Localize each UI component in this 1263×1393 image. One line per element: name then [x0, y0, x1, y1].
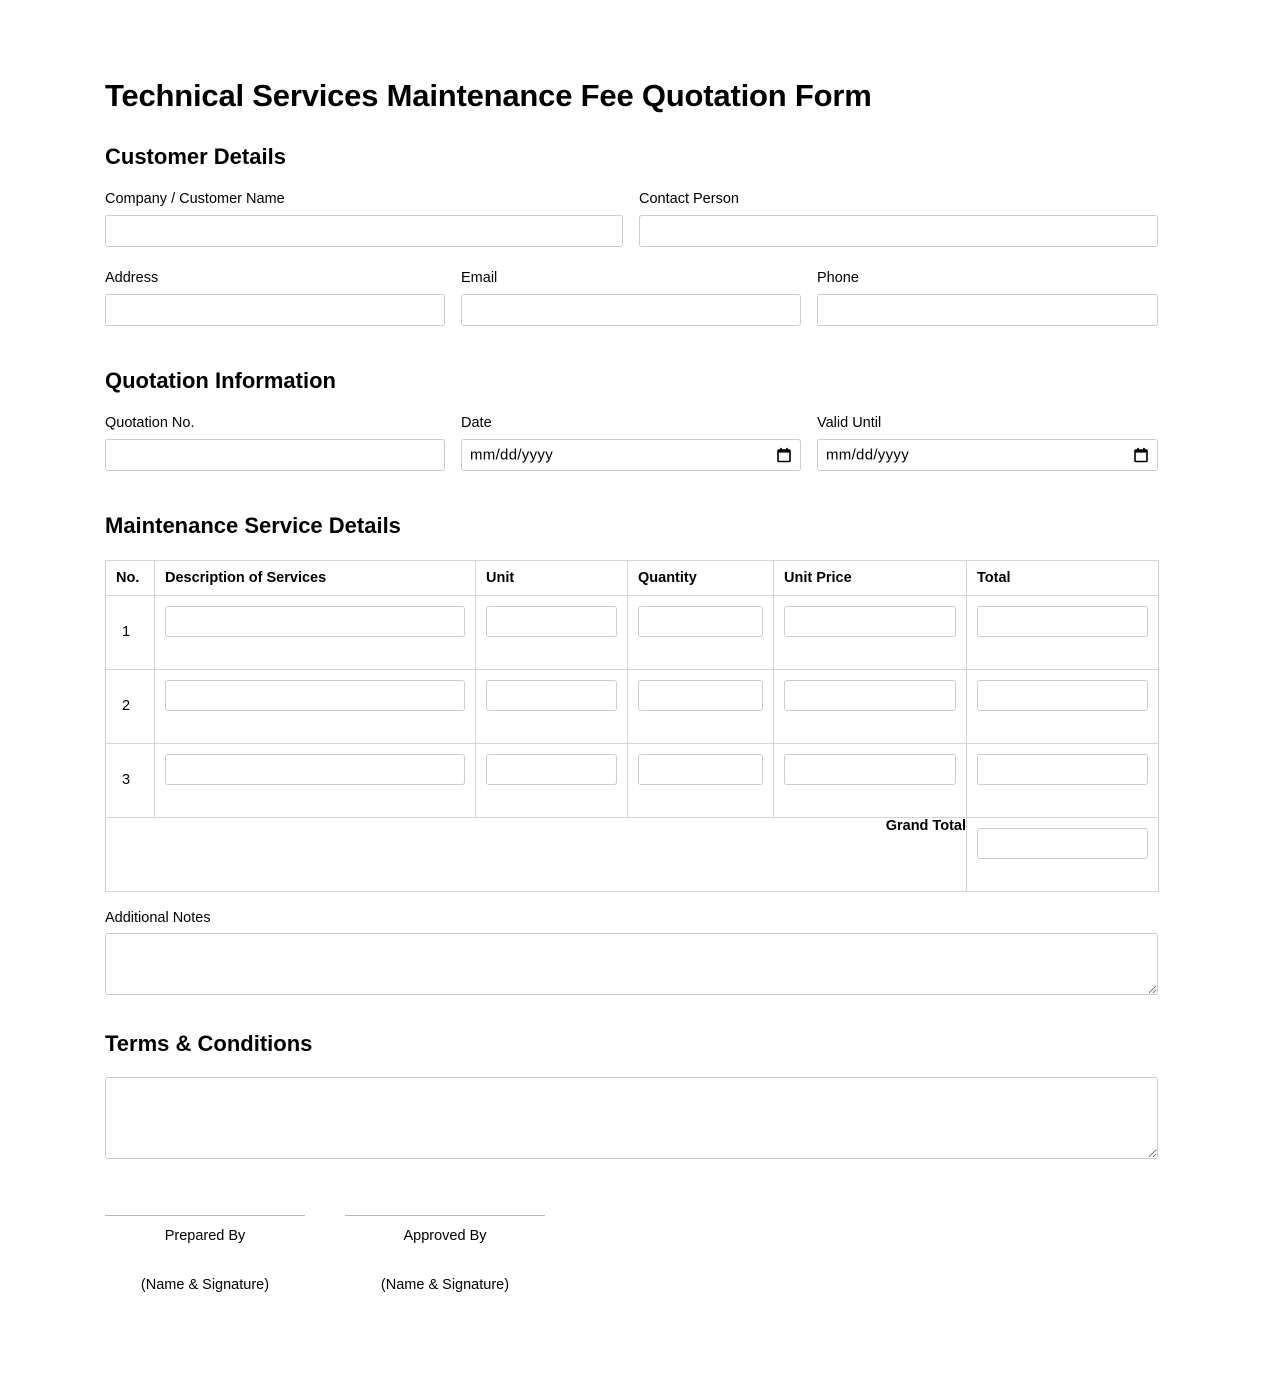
column-header-unit-price: Unit Price: [774, 560, 967, 595]
company-name-field: [105, 190, 623, 247]
signature-note-label: (Name & Signature): [140, 1277, 270, 1294]
quotation-no-label: Quotation No.: [105, 415, 195, 432]
row-3-description-input[interactable]: [165, 754, 465, 785]
grand-total-cell: [967, 817, 1159, 891]
spacer: [105, 326, 1158, 368]
row-unit-price-cell: [774, 743, 967, 817]
contact-person-input[interactable]: [639, 215, 1158, 247]
valid-until-field: [817, 414, 1158, 471]
row-1-unit-input[interactable]: [486, 606, 617, 637]
date-label: Date: [461, 415, 492, 432]
contact-info-row: [105, 269, 1158, 326]
contact-person-label: Contact Person: [639, 191, 739, 208]
row-unit-cell: [476, 669, 628, 743]
row-unit-price-cell: [774, 669, 967, 743]
additional-notes-label: Additional Notes: [105, 909, 211, 926]
email-field: [461, 269, 801, 326]
table-row: [106, 669, 1159, 743]
customer-details-section: [105, 144, 1158, 326]
signature-block-prepared-by: [105, 1215, 305, 1293]
maintenance-service-details-heading: Maintenance Service Details: [105, 513, 401, 539]
row-1-quantity-input[interactable]: [638, 606, 763, 637]
row-description-cell: [155, 743, 476, 817]
company-name-label: Company / Customer Name: [105, 191, 285, 208]
row-description-cell: [155, 595, 476, 669]
date-input[interactable]: [461, 439, 801, 471]
valid-until-placeholder-text: mm/dd/yyyy: [826, 446, 910, 464]
row-unit-price-cell: [774, 595, 967, 669]
quotation-information-section: [105, 368, 1158, 471]
address-input[interactable]: [105, 294, 445, 326]
date-placeholder-text: mm/dd/yyyy: [470, 446, 554, 464]
row-number: 3: [106, 743, 155, 817]
row-1-unit-price-input[interactable]: [784, 606, 956, 637]
date-input-wrapper: [461, 439, 801, 471]
signature-role-label: Approved By: [403, 1228, 487, 1245]
valid-until-input-wrapper: [817, 439, 1158, 471]
address-label: Address: [105, 270, 159, 287]
row-3-total-input[interactable]: [977, 754, 1148, 785]
row-unit-cell: [476, 743, 628, 817]
customer-name-row: [105, 190, 1158, 247]
terms-and-conditions-heading: Terms & Conditions: [105, 1030, 313, 1056]
row-quantity-cell: [628, 595, 774, 669]
row-quantity-cell: [628, 743, 774, 817]
spacer: [105, 995, 1158, 1031]
table-row: [106, 743, 1159, 817]
email-input[interactable]: [461, 294, 801, 326]
terms-and-conditions-section: [105, 1031, 1158, 1159]
row-total-cell: [967, 669, 1159, 743]
company-name-input[interactable]: [105, 215, 623, 247]
grand-total-row: [106, 817, 1159, 891]
phone-input[interactable]: [817, 294, 1158, 326]
spacer: [105, 471, 1158, 513]
row-3-unit-price-input[interactable]: [784, 754, 956, 785]
quotation-no-field: [105, 414, 445, 471]
table-row: [106, 595, 1159, 669]
quotation-info-row: [105, 414, 1158, 471]
row-total-cell: [967, 595, 1159, 669]
column-header-total: Total: [967, 560, 1159, 595]
signature-block-approved-by: [345, 1215, 545, 1293]
row-1-description-input[interactable]: [165, 606, 465, 637]
column-header-no: No.: [106, 560, 155, 595]
contact-person-field: [639, 190, 1158, 247]
customer-details-heading: Customer Details: [105, 143, 286, 169]
row-2-unit-input[interactable]: [486, 680, 617, 711]
additional-notes-textarea[interactable]: [105, 933, 1158, 995]
signature-section: [105, 1215, 1158, 1293]
signature-note-label: (Name & Signature): [380, 1277, 510, 1294]
row-2-description-input[interactable]: [165, 680, 465, 711]
table-header-row: [106, 560, 1159, 595]
column-header-description: Description of Services: [155, 560, 476, 595]
page-title: Technical Services Maintenance Fee Quotation Form: [105, 78, 872, 113]
row-1-total-input[interactable]: [977, 606, 1148, 637]
email-label: Email: [461, 270, 498, 287]
row-2-total-input[interactable]: [977, 680, 1148, 711]
maintenance-service-details-section: [105, 513, 1158, 994]
quotation-no-input[interactable]: [105, 439, 445, 471]
column-header-unit: Unit: [476, 560, 628, 595]
row-3-unit-input[interactable]: [486, 754, 617, 785]
quotation-information-heading: Quotation Information: [105, 368, 336, 394]
row-total-cell: [967, 743, 1159, 817]
phone-label: Phone: [817, 270, 859, 287]
address-field: [105, 269, 445, 326]
row-2-unit-price-input[interactable]: [784, 680, 956, 711]
row-unit-cell: [476, 595, 628, 669]
row-number: 2: [106, 669, 155, 743]
row-description-cell: [155, 669, 476, 743]
services-table: [105, 560, 1159, 892]
signature-line: [105, 1215, 305, 1216]
valid-until-input[interactable]: [817, 439, 1158, 471]
row-quantity-cell: [628, 669, 774, 743]
column-header-quantity: Quantity: [628, 560, 774, 595]
signature-role-label: Prepared By: [164, 1228, 246, 1245]
row-number: 1: [106, 595, 155, 669]
grand-total-input[interactable]: [977, 828, 1148, 859]
row-3-quantity-input[interactable]: [638, 754, 763, 785]
phone-field: [817, 269, 1158, 326]
signature-line: [345, 1215, 545, 1216]
date-field: [461, 414, 801, 471]
valid-until-label: Valid Until: [817, 415, 882, 432]
terms-and-conditions-textarea[interactable]: [105, 1077, 1158, 1159]
row-2-quantity-input[interactable]: [638, 680, 763, 711]
grand-total-label: Grand Total: [106, 817, 967, 891]
